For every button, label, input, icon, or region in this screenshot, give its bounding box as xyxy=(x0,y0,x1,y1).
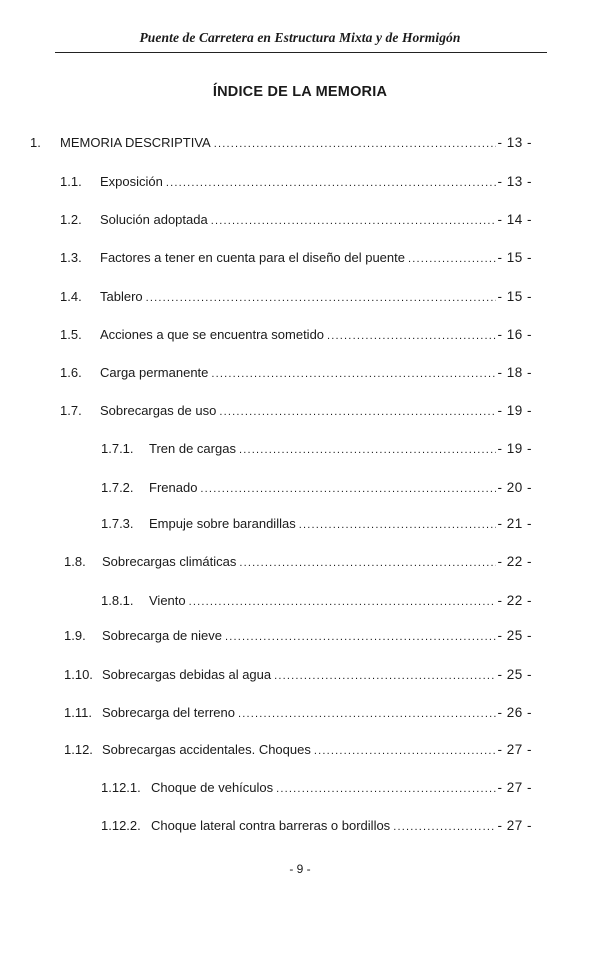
toc-entry-title: Carga permanente xyxy=(100,365,209,380)
toc-entry-title: Empuje sobre barandillas xyxy=(149,516,296,531)
toc-entry-number: 1.7.2. xyxy=(101,480,134,495)
header-rule xyxy=(55,52,547,53)
toc-entry-number: 1.8. xyxy=(64,554,86,569)
toc-entry-page: - 15 - xyxy=(497,289,532,304)
toc-entry-number: 1.6. xyxy=(60,365,82,380)
toc-entry-title: Sobrecargas climáticas xyxy=(102,554,237,569)
toc-entry-number: 1.12.1. xyxy=(101,780,141,795)
dot-leader xyxy=(211,215,497,227)
dot-leader xyxy=(239,444,497,456)
toc-entry[interactable] xyxy=(60,365,532,383)
toc-entry[interactable] xyxy=(101,480,532,498)
dot-leader xyxy=(274,670,496,682)
toc-entry-title: Exposición xyxy=(100,174,163,189)
dot-leader xyxy=(408,253,496,265)
toc-entry-title: Sobrecarga del terreno xyxy=(102,705,235,720)
toc-entry-title: Choque de vehículos xyxy=(151,780,274,795)
dot-leader xyxy=(166,177,497,189)
toc-entry-number: 1.7. xyxy=(60,403,82,418)
dot-leader xyxy=(211,368,496,380)
toc-entry-title: Sobrecargas accidentales. Choques xyxy=(102,742,311,757)
toc-entry-number: 1.12.2. xyxy=(101,818,141,833)
dot-leader xyxy=(225,631,497,643)
dot-leader xyxy=(189,596,497,608)
toc-entry-page: - 19 - xyxy=(497,403,532,418)
toc-entry-number: 1.10. xyxy=(64,667,93,682)
toc-entry-page: - 27 - xyxy=(497,742,532,757)
toc-entry-number: 1.3. xyxy=(60,250,82,265)
dot-leader xyxy=(299,519,497,531)
toc-entry-number: 1. xyxy=(30,135,41,150)
toc-entry-title: Tren de cargas xyxy=(149,441,236,456)
running-header: Puente de Carretera en Estructura Mixta y de Hormigón xyxy=(139,30,461,45)
toc-entry-number: 1.5. xyxy=(60,327,82,342)
dot-leader xyxy=(327,330,496,342)
toc-entry-page: - 13 - xyxy=(497,174,532,189)
dot-leader xyxy=(276,783,496,795)
toc-entry-title: Factores a tener en cuenta para el diseño del puente xyxy=(100,250,405,265)
toc-entry-number: 1.8.1. xyxy=(101,593,134,608)
toc-entry-title: Sobrecargas debidas al agua xyxy=(102,667,272,682)
dot-leader xyxy=(393,821,496,833)
toc-entry[interactable] xyxy=(60,212,532,230)
toc-entry-title: MEMORIA DESCRIPTIVA xyxy=(60,135,211,150)
dot-leader xyxy=(239,557,496,569)
toc-entry-title: Sobrecargas de uso xyxy=(100,403,217,418)
page-title: ÍNDICE DE LA MEMORIA xyxy=(212,84,388,100)
toc-entry-number: 1.12. xyxy=(64,742,93,757)
toc-entry[interactable] xyxy=(101,818,532,836)
toc-entry-page: - 22 - xyxy=(497,593,532,608)
toc-entry[interactable] xyxy=(60,174,532,192)
toc-entry[interactable] xyxy=(60,403,532,421)
toc-entry-page: - 13 - xyxy=(497,135,532,150)
dot-leader xyxy=(146,292,497,304)
toc-entry[interactable] xyxy=(30,135,532,153)
toc-entry-number: 1.2. xyxy=(60,212,82,227)
toc-entry[interactable] xyxy=(101,593,532,611)
toc-entry[interactable] xyxy=(64,628,532,646)
toc-entry[interactable] xyxy=(64,667,532,685)
toc-entry-page: - 15 - xyxy=(497,250,532,265)
toc-entry-title: Frenado xyxy=(149,480,198,495)
toc-entry-title: Solución adoptada xyxy=(100,212,208,227)
dot-leader xyxy=(219,406,496,418)
toc-entry-page: - 18 - xyxy=(497,365,532,380)
toc-entry-number: 1.11. xyxy=(64,705,92,720)
toc-entry[interactable] xyxy=(60,289,532,307)
toc-entry[interactable] xyxy=(64,742,532,760)
toc-entry-page: - 20 - xyxy=(497,480,532,495)
toc-entry-page: - 22 - xyxy=(497,554,532,569)
toc-entry-page: - 19 - xyxy=(497,441,532,456)
toc-entry[interactable] xyxy=(101,780,532,798)
toc-entry[interactable] xyxy=(60,327,532,345)
toc-entry-page: - 16 - xyxy=(497,327,532,342)
toc-entry-page: - 25 - xyxy=(497,628,532,643)
toc-entry[interactable] xyxy=(101,516,532,534)
toc-entry-number: 1.9. xyxy=(64,628,86,643)
toc-entry-title: Tablero xyxy=(100,289,143,304)
dot-leader xyxy=(238,708,497,720)
toc-entry-page: - 27 - xyxy=(497,818,532,833)
toc-entry-page: - 26 - xyxy=(497,705,532,720)
dot-leader xyxy=(214,138,497,150)
toc-entry-title: Viento xyxy=(149,593,186,608)
page-number: - 9 - xyxy=(289,862,311,876)
toc-entry-number: 1.4. xyxy=(60,289,82,304)
toc-entry-number: 1.7.3. xyxy=(101,516,134,531)
toc-entry[interactable] xyxy=(101,441,532,459)
toc-entry[interactable] xyxy=(60,250,532,268)
toc-entry-page: - 21 - xyxy=(497,516,532,531)
toc-entry[interactable] xyxy=(64,554,532,572)
dot-leader xyxy=(314,745,497,757)
toc-entry-page: - 27 - xyxy=(497,780,532,795)
toc-entry-title: Acciones a que se encuentra sometido xyxy=(100,327,325,342)
toc-entry[interactable] xyxy=(64,705,532,723)
toc-entry-page: - 14 - xyxy=(497,212,532,227)
toc-entry-page: - 25 - xyxy=(497,667,532,682)
toc-entry-title: Choque lateral contra barreras o bordillos xyxy=(151,818,391,833)
toc-entry-number: 1.7.1. xyxy=(101,441,134,456)
toc-entry-number: 1.1. xyxy=(60,174,82,189)
toc-entry-title: Sobrecarga de nieve xyxy=(102,628,222,643)
dot-leader xyxy=(200,483,496,495)
